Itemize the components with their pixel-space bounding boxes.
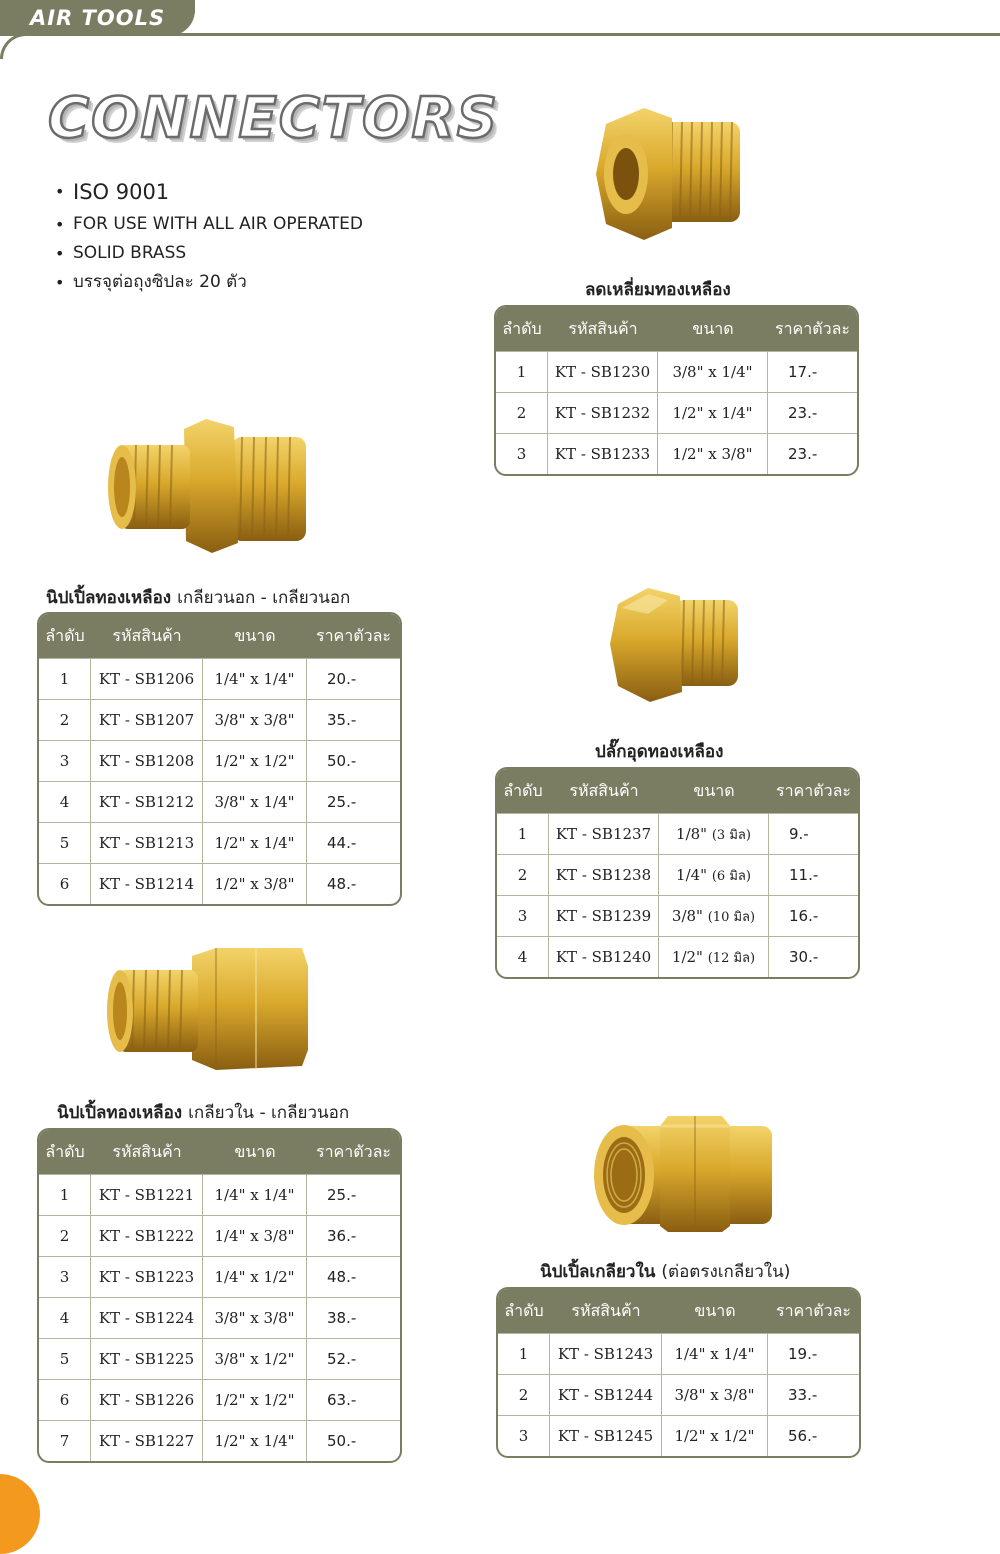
table-header-row	[498, 1289, 859, 1333]
col-header-size: ขนาด	[659, 769, 769, 813]
cell-code: KT - SB1230	[548, 351, 658, 392]
cell-code: KT - SB1232	[548, 392, 658, 433]
header-border-line	[0, 33, 1000, 59]
header-tab: AIR TOOLS	[0, 0, 195, 36]
cell-no: 1	[39, 658, 91, 699]
cell-price: 33.-	[768, 1374, 859, 1415]
plug-price-table	[495, 767, 860, 979]
cell-size: 1/4" (6 มิล)	[659, 854, 769, 895]
cell-price: 63.-	[307, 1379, 400, 1420]
col-header-code: รหัสสินค้า	[91, 614, 203, 658]
table-row	[498, 1415, 859, 1456]
feature-item: • FOR USE WITH ALL AIR OPERATED	[55, 210, 363, 239]
col-header-size: ขนาด	[662, 1289, 768, 1333]
cell-code: KT - SB1233	[548, 433, 658, 474]
table-row	[39, 1379, 400, 1420]
feature-item: • ISO 9001	[55, 178, 363, 210]
cell-price: 30.-	[769, 936, 858, 977]
cell-price: 50.-	[307, 1420, 400, 1461]
cell-code: KT - SB1207	[91, 699, 203, 740]
feature-list	[55, 178, 363, 297]
feature-item: • SOLID BRASS	[55, 239, 363, 268]
table-row	[39, 1338, 400, 1379]
cell-size: 1/4" x 1/2"	[203, 1256, 307, 1297]
col-header-code: รหัสสินค้า	[550, 1289, 662, 1333]
cell-code: KT - SB1226	[91, 1379, 203, 1420]
cell-code: KT - SB1223	[91, 1256, 203, 1297]
cell-no: 5	[39, 822, 91, 863]
cell-price: 48.-	[307, 863, 400, 904]
cell-code: KT - SB1237	[549, 813, 659, 854]
col-header-size: ขนาด	[203, 1130, 307, 1174]
cell-size: 1/2" x 1/2"	[203, 740, 307, 781]
hex-nipple-female-image	[106, 946, 311, 1072]
page-title: CONNECTORS	[48, 86, 500, 151]
cell-no: 6	[39, 1379, 91, 1420]
cell-size: 1/2" x 3/8"	[203, 863, 307, 904]
table-row	[39, 740, 400, 781]
cell-code: KT - SB1206	[91, 658, 203, 699]
cell-price: 35.-	[307, 699, 400, 740]
cell-size: 3/8" x 3/8"	[203, 699, 307, 740]
cell-size: 1/4" x 1/4"	[203, 1174, 307, 1215]
cell-code: KT - SB1214	[91, 863, 203, 904]
cell-size: 1/4" x 1/4"	[203, 658, 307, 699]
cell-price: 20.-	[307, 658, 400, 699]
table-row	[39, 781, 400, 822]
cell-no: 2	[496, 392, 548, 433]
cell-price: 19.-	[768, 1333, 859, 1374]
cell-no: 1	[496, 351, 548, 392]
cell-no: 3	[498, 1415, 550, 1456]
cell-price: 50.-	[307, 740, 400, 781]
cell-no: 2	[39, 699, 91, 740]
nipple-mm-section-title: นิปเปิ้ลทองเหลือง เกลียวนอก - เกลียวนอก	[46, 588, 351, 608]
cell-size: 3/8" (10 มิล)	[659, 895, 769, 936]
table-row	[39, 1215, 400, 1256]
feature-item: • บรรจุต่อถุงซิปละ 20 ตัว	[55, 268, 363, 297]
cell-size: 1/8" (3 มิล)	[659, 813, 769, 854]
cell-code: KT - SB1222	[91, 1215, 203, 1256]
reducer-price-table	[494, 305, 859, 476]
table-row	[498, 1374, 859, 1415]
table-header-row	[496, 307, 857, 351]
plug-section-title: ปลั๊กอุดทองเหลือง	[595, 742, 724, 762]
cell-size: 1/2" x 3/8"	[658, 433, 768, 474]
col-header-code: รหัสสินค้า	[91, 1130, 203, 1174]
table-header-row	[497, 769, 858, 813]
table-row	[497, 813, 858, 854]
cell-no: 5	[39, 1338, 91, 1379]
cell-code: KT - SB1245	[550, 1415, 662, 1456]
cell-no: 7	[39, 1420, 91, 1461]
table-row	[497, 854, 858, 895]
cell-code: KT - SB1208	[91, 740, 203, 781]
hex-nipple-male-image	[106, 415, 311, 555]
col-header-code: รหัสสินค้า	[549, 769, 659, 813]
table-row	[496, 392, 857, 433]
cell-size: 1/2" x 1/2"	[662, 1415, 768, 1456]
col-header-price: ราคาตัวละ	[307, 1130, 400, 1174]
cell-code: KT - SB1212	[91, 781, 203, 822]
cell-size: 3/8" x 1/2"	[203, 1338, 307, 1379]
cell-no: 4	[39, 1297, 91, 1338]
table-row	[497, 936, 858, 977]
col-header-size: ขนาด	[658, 307, 768, 351]
table-row	[496, 433, 857, 474]
cell-code: KT - SB1224	[91, 1297, 203, 1338]
cell-no: 3	[496, 433, 548, 474]
cell-size: 3/8" x 1/4"	[658, 351, 768, 392]
cell-price: 48.-	[307, 1256, 400, 1297]
col-header-price: ราคาตัวละ	[768, 307, 857, 351]
cell-price: 9.-	[769, 813, 858, 854]
table-row	[498, 1333, 859, 1374]
cell-code: KT - SB1238	[549, 854, 659, 895]
cell-size: 1/2" x 1/2"	[203, 1379, 307, 1420]
corner-decoration	[0, 1474, 40, 1554]
cell-code: KT - SB1243	[550, 1333, 662, 1374]
cell-price: 11.-	[769, 854, 858, 895]
table-row	[39, 658, 400, 699]
coupling-section-title: นิปเปิ้ลเกลียวใน (ต่อตรงเกลียวใน)	[540, 1262, 791, 1282]
cell-price: 23.-	[768, 433, 857, 474]
table-row	[39, 1174, 400, 1215]
col-header-no: ลำดับ	[496, 307, 548, 351]
cell-code: KT - SB1213	[91, 822, 203, 863]
nipple-fm-price-table	[37, 1128, 402, 1463]
cell-no: 4	[39, 781, 91, 822]
cell-price: 38.-	[307, 1297, 400, 1338]
cell-code: KT - SB1244	[550, 1374, 662, 1415]
col-header-no: ลำดับ	[497, 769, 549, 813]
col-header-price: ราคาตัวละ	[769, 769, 858, 813]
col-header-price: ราคาตัวละ	[768, 1289, 859, 1333]
cell-size: 1/2" (12 มิล)	[659, 936, 769, 977]
cell-code: KT - SB1225	[91, 1338, 203, 1379]
cell-no: 2	[39, 1215, 91, 1256]
col-header-price: ราคาตัวละ	[307, 614, 400, 658]
cell-price: 36.-	[307, 1215, 400, 1256]
coupling-price-table	[496, 1287, 861, 1458]
cell-size: 1/4" x 1/4"	[662, 1333, 768, 1374]
table-row	[39, 1297, 400, 1338]
col-header-size: ขนาด	[203, 614, 307, 658]
cell-price: 17.-	[768, 351, 857, 392]
hex-plug-image	[608, 584, 743, 704]
cell-no: 3	[39, 740, 91, 781]
table-row	[39, 699, 400, 740]
cell-price: 25.-	[307, 781, 400, 822]
cell-price: 16.-	[769, 895, 858, 936]
cell-code: KT - SB1240	[549, 936, 659, 977]
cell-size: 1/2" x 1/4"	[203, 1420, 307, 1461]
cell-price: 44.-	[307, 822, 400, 863]
table-header-row	[39, 1130, 400, 1174]
reducer-bushing-image	[592, 104, 747, 244]
col-header-code: รหัสสินค้า	[548, 307, 658, 351]
table-row	[39, 822, 400, 863]
cell-no: 3	[497, 895, 549, 936]
cell-size: 3/8" x 1/4"	[203, 781, 307, 822]
cell-size: 1/4" x 3/8"	[203, 1215, 307, 1256]
table-row	[496, 351, 857, 392]
col-header-no: ลำดับ	[39, 1130, 91, 1174]
cell-code: KT - SB1221	[91, 1174, 203, 1215]
cell-price: 25.-	[307, 1174, 400, 1215]
cell-price: 56.-	[768, 1415, 859, 1456]
nipple-mm-price-table	[37, 612, 402, 906]
cell-size: 3/8" x 3/8"	[662, 1374, 768, 1415]
table-row	[39, 1420, 400, 1461]
table-row	[39, 863, 400, 904]
hex-coupling-image	[590, 1112, 775, 1234]
reducer-section-title: ลดเหลี่ยมทองเหลือง	[585, 280, 731, 300]
cell-no: 2	[498, 1374, 550, 1415]
cell-no: 3	[39, 1256, 91, 1297]
nipple-fm-section-title: นิปเปิ้ลทองเหลือง เกลียวใน - เกลียวนอก	[57, 1103, 350, 1123]
cell-no: 6	[39, 863, 91, 904]
table-row	[39, 1256, 400, 1297]
cell-size: 1/2" x 1/4"	[203, 822, 307, 863]
cell-no: 1	[497, 813, 549, 854]
cell-code: KT - SB1239	[549, 895, 659, 936]
cell-price: 23.-	[768, 392, 857, 433]
table-row	[497, 895, 858, 936]
cell-size: 3/8" x 3/8"	[203, 1297, 307, 1338]
cell-size: 1/2" x 1/4"	[658, 392, 768, 433]
col-header-no: ลำดับ	[498, 1289, 550, 1333]
cell-no: 4	[497, 936, 549, 977]
cell-no: 2	[497, 854, 549, 895]
cell-no: 1	[498, 1333, 550, 1374]
cell-price: 52.-	[307, 1338, 400, 1379]
cell-code: KT - SB1227	[91, 1420, 203, 1461]
cell-no: 1	[39, 1174, 91, 1215]
table-header-row	[39, 614, 400, 658]
col-header-no: ลำดับ	[39, 614, 91, 658]
